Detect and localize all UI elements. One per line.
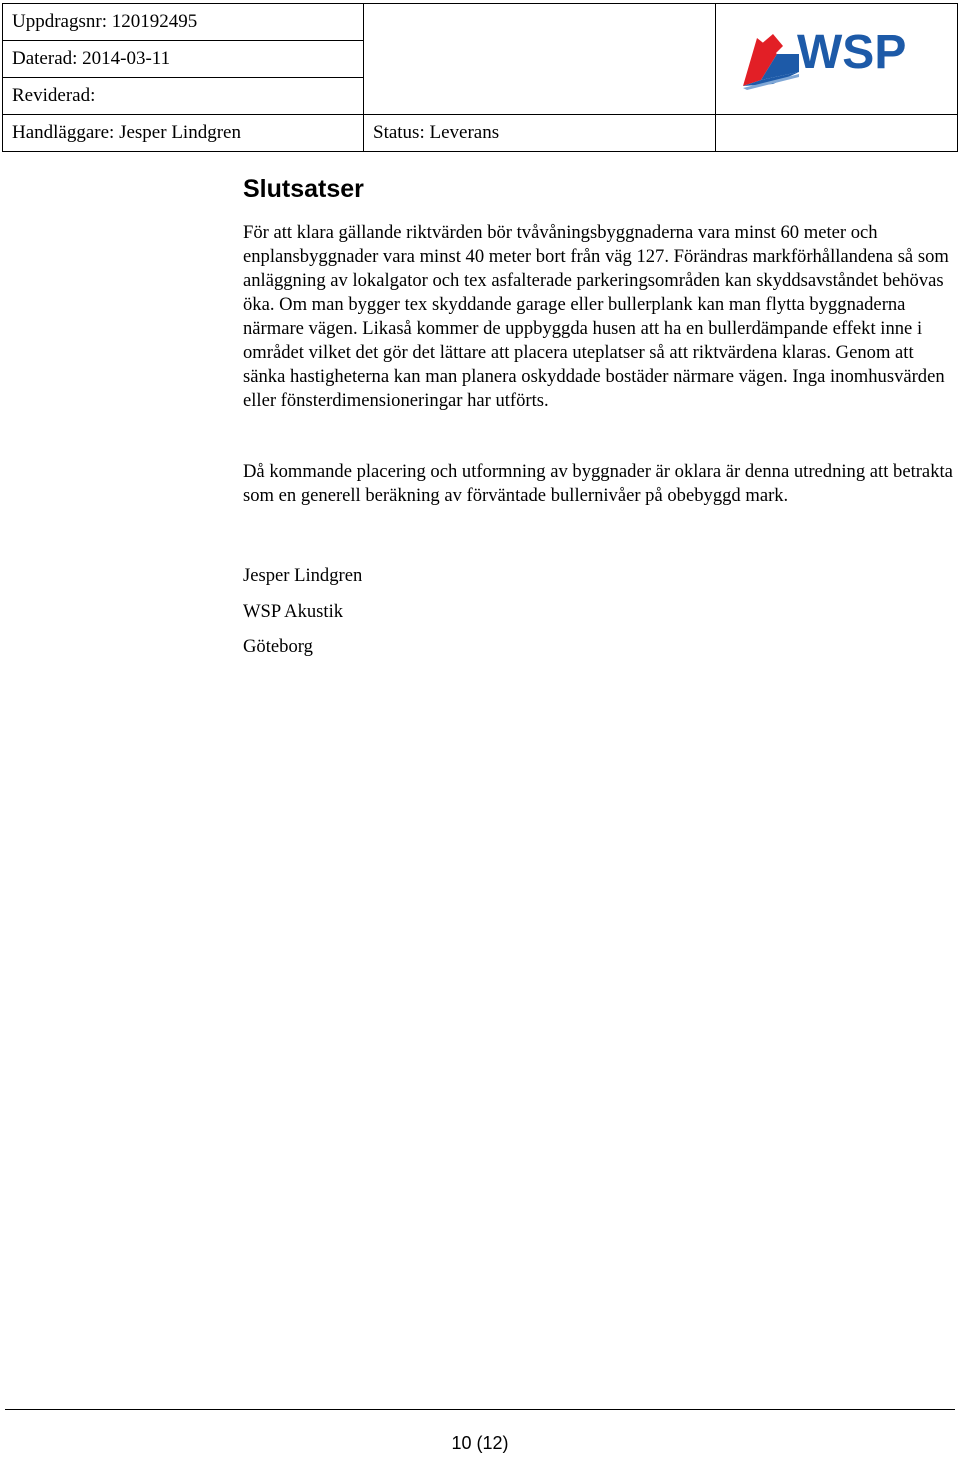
paragraph: Då kommande placering och utformning av byggnader är oklara är denna utredning att betrakta som en generell beräkning av förväntade bullernivåer på obebyggd mark. xyxy=(243,461,953,506)
signature-city: Göteborg xyxy=(243,636,313,657)
page-number: 10 (12) xyxy=(451,1433,509,1453)
project-number: Uppdragsnr: 120192495 xyxy=(3,4,364,41)
revised: Reviderad: xyxy=(3,78,364,115)
logo-cell xyxy=(716,4,958,115)
signature-company: WSP Akustik xyxy=(243,600,344,622)
wsp-logo xyxy=(737,24,937,94)
section-title: Slutsatser xyxy=(243,175,364,203)
paragraph: För att klara gällande riktvärden bör tvåvåningsbyggnaderna vara minst 60 meter och enplansbyggnader vara minst 40 meter bort från väg 127. Förändras markförhållandena så som anläggning av lokalgator och tex asfalterade parkeringsområden kan skyddsavståndet behövas öka. Om man bygger tex skyddande garage eller bullerplank kan man flytta byggnaderna närmare vägen. Likaså kommer de uppbyggda husen att ha en bullerdämpande effekt inne i området vilket det gör det lättare att placera uteplatser så att riktvärdena klaras. Genom att sänka hastigheterna kan man planera oskyddade bostäder närmare vägen. Inga inomhusvärden eller fönsterdimensioneringar har utförts. xyxy=(243,222,949,411)
signature-name: Jesper Lindgren xyxy=(243,565,363,586)
header-empty-cell-2 xyxy=(716,115,958,152)
header-empty-cell xyxy=(364,4,716,115)
logo-text: WSP xyxy=(796,26,906,79)
main-content xyxy=(243,172,955,665)
document-header-table xyxy=(2,3,958,152)
footer-divider xyxy=(5,1409,955,1410)
status: Status: Leverans xyxy=(364,115,716,152)
handler: Handläggare: Jesper Lindgren xyxy=(3,115,364,152)
signature-block xyxy=(243,558,955,665)
date: Daterad: 2014-03-11 xyxy=(3,41,364,78)
